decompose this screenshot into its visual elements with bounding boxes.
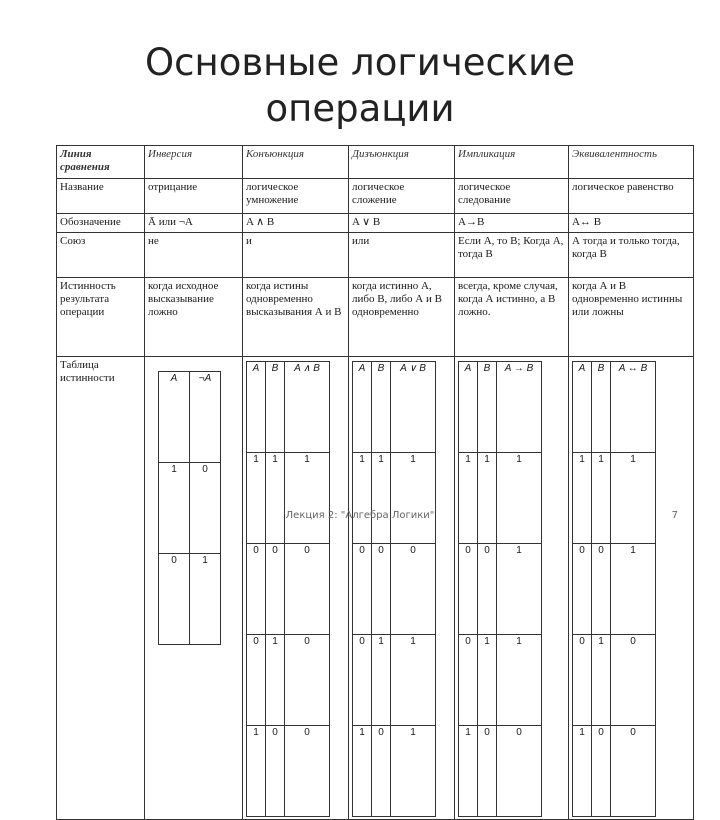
- tt-cell: 1: [573, 726, 592, 817]
- tt-cell: 0: [372, 544, 391, 635]
- table-cell: A ∧ B: [243, 214, 349, 233]
- truth-table-implication: [458, 361, 542, 817]
- table-row: [57, 233, 694, 278]
- table-cell: А тогда и только тогда, когда В: [569, 233, 694, 278]
- tt-cell: 0: [573, 635, 592, 726]
- tt-cell: 0: [592, 726, 611, 817]
- tt-cell: 1: [247, 453, 266, 544]
- tt-header: A ∨ B: [391, 362, 436, 453]
- tt-cell: 0: [247, 544, 266, 635]
- table-cell: когда истинно А, либо В, либо А и В одновременно: [349, 278, 455, 357]
- tt-cell: 0: [353, 544, 372, 635]
- tt-cell: 1: [592, 635, 611, 726]
- table-cell: логическое умножение: [243, 179, 349, 214]
- row-label: Обозначение: [57, 214, 145, 233]
- tt-cell: 0: [592, 544, 611, 635]
- tt-cell: 0: [372, 726, 391, 817]
- tt-cell: 0: [611, 635, 656, 726]
- tt-cell: 0: [266, 544, 285, 635]
- tt-header: A: [573, 362, 592, 453]
- tt-header: A → B: [497, 362, 542, 453]
- tt-cell: 1: [592, 453, 611, 544]
- tt-cell: 1: [391, 726, 436, 817]
- table-cell: не: [145, 233, 243, 278]
- truth-cell-disjunction: [349, 357, 455, 820]
- page-number: 7: [671, 510, 678, 521]
- tt-cell: 1: [478, 453, 497, 544]
- tt-header: A: [353, 362, 372, 453]
- tt-header: B: [266, 362, 285, 453]
- tt-cell: 1: [573, 453, 592, 544]
- tt-cell: 1: [497, 453, 542, 544]
- tt-cell: 1: [353, 453, 372, 544]
- tt-cell: 0: [478, 726, 497, 817]
- tt-cell: 1: [611, 544, 656, 635]
- tt-cell: 1: [497, 635, 542, 726]
- header-cell: Импликация: [455, 146, 569, 179]
- tt-cell: 0: [159, 554, 190, 645]
- logic-operations-table: [56, 145, 694, 820]
- tt-header: B: [478, 362, 497, 453]
- table-row: [57, 179, 694, 214]
- slide-title-line-2: операции: [265, 87, 455, 130]
- tt-cell: 0: [353, 635, 372, 726]
- table-cell: отрицание: [145, 179, 243, 214]
- tt-header: A ↔ B: [611, 362, 656, 453]
- table-cell: логическое следование: [455, 179, 569, 214]
- table-cell: A↔ B: [569, 214, 694, 233]
- header-cell: Эквивалентность: [569, 146, 694, 179]
- tt-cell: 1: [190, 554, 221, 645]
- tt-cell: 0: [266, 726, 285, 817]
- tt-cell: 0: [459, 544, 478, 635]
- row-label: Союз: [57, 233, 145, 278]
- tt-cell: 0: [285, 726, 330, 817]
- tt-cell: 1: [372, 635, 391, 726]
- tt-cell: 1: [247, 726, 266, 817]
- table-row: [57, 357, 694, 820]
- slide-title-line-1: Основные логические: [145, 41, 575, 84]
- truth-cell-equivalence: [569, 357, 694, 820]
- tt-cell: 1: [266, 635, 285, 726]
- header-cell: Конъюнкция: [243, 146, 349, 179]
- row-label: Название: [57, 179, 145, 214]
- truth-table-disjunction: [352, 361, 436, 817]
- tt-cell: 1: [353, 726, 372, 817]
- tt-cell: 0: [478, 544, 497, 635]
- table-row: [57, 278, 694, 357]
- table-cell: логическое сложение: [349, 179, 455, 214]
- row-label: Истинность результата операции: [57, 278, 145, 357]
- tt-cell: 1: [159, 463, 190, 554]
- tt-cell: 0: [459, 635, 478, 726]
- truth-table-negation: [158, 371, 221, 645]
- slide-title: [0, 40, 720, 132]
- table-header-row: [57, 146, 694, 179]
- tt-cell: 0: [247, 635, 266, 726]
- tt-header: ¬A: [190, 372, 221, 463]
- tt-cell: 1: [266, 453, 285, 544]
- tt-cell: 0: [611, 726, 656, 817]
- table-cell: когда А и В одновременно истинны или ложны: [569, 278, 694, 357]
- tt-header: A: [247, 362, 266, 453]
- tt-header: B: [372, 362, 391, 453]
- truth-cell-negation: [145, 357, 243, 820]
- tt-header: A ∧ B: [285, 362, 330, 453]
- tt-cell: 1: [459, 726, 478, 817]
- header-cell: Инверсия: [145, 146, 243, 179]
- table-cell: или: [349, 233, 455, 278]
- table-cell: A ∨ B: [349, 214, 455, 233]
- tt-cell: 1: [391, 635, 436, 726]
- tt-cell: 1: [478, 635, 497, 726]
- tt-header: A: [459, 362, 478, 453]
- footer-text: Лекция 2: "Алгебра Логики": [285, 510, 435, 521]
- tt-header: A: [159, 372, 190, 463]
- truth-cell-implication: [455, 357, 569, 820]
- tt-cell: 0: [285, 635, 330, 726]
- tt-cell: 1: [497, 544, 542, 635]
- tt-cell: 1: [459, 453, 478, 544]
- header-cell: Линия сравнения: [57, 146, 145, 179]
- table-cell: логическое равенство: [569, 179, 694, 214]
- tt-cell: 0: [573, 544, 592, 635]
- tt-header: B: [592, 362, 611, 453]
- truth-table-conjunction: [246, 361, 330, 817]
- truth-cell-conjunction: [243, 357, 349, 820]
- truth-table-equivalence: [572, 361, 656, 817]
- tt-cell: 0: [391, 544, 436, 635]
- table-cell: A→B: [455, 214, 569, 233]
- tt-cell: 0: [497, 726, 542, 817]
- tt-cell: 1: [391, 453, 436, 544]
- table-cell: когда истины одновременно высказывания А и В: [243, 278, 349, 357]
- table-cell: Если А, то В; Когда А, тогда В: [455, 233, 569, 278]
- tt-cell: 1: [372, 453, 391, 544]
- table-cell: всегда, кроме случая, когда А истинно, а В ложно.: [455, 278, 569, 357]
- tt-cell: 1: [611, 453, 656, 544]
- table-cell: и: [243, 233, 349, 278]
- table-row: [57, 214, 694, 233]
- tt-cell: 1: [285, 453, 330, 544]
- table-cell: когда исходное высказывание ложно: [145, 278, 243, 357]
- tt-cell: 0: [285, 544, 330, 635]
- tt-cell: 0: [190, 463, 221, 554]
- table-cell: Ā или ¬A: [145, 214, 243, 233]
- header-cell: Дизъюнкция: [349, 146, 455, 179]
- row-label: Таблица истинности: [57, 357, 145, 820]
